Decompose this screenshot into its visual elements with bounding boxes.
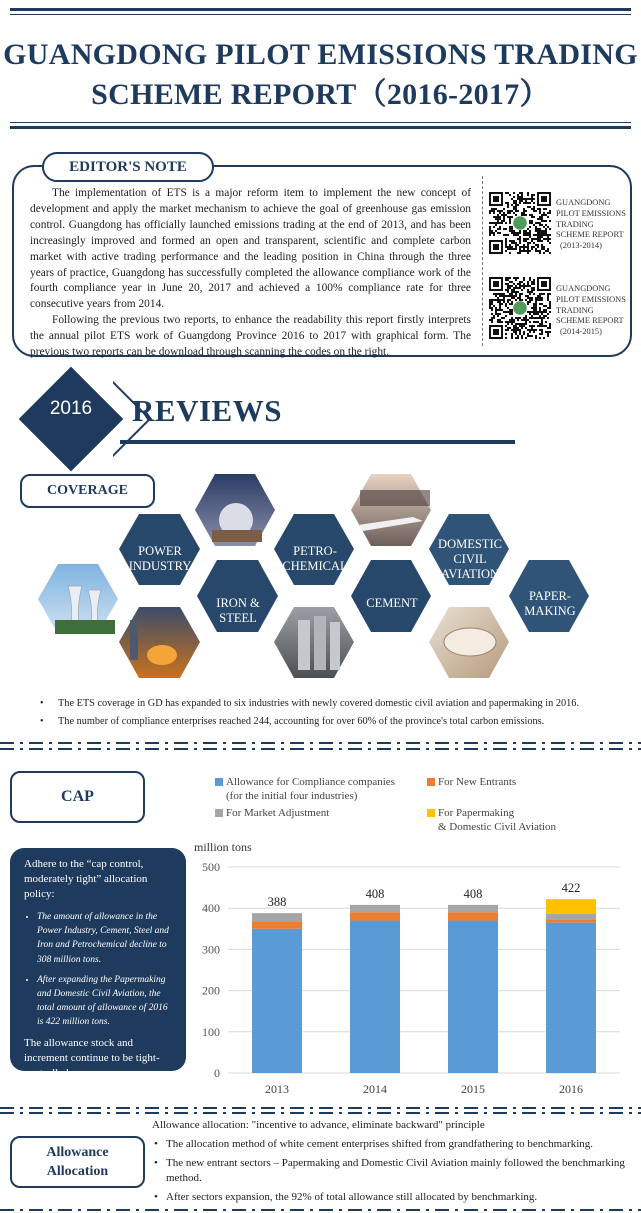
hex-label-line: CHEMICAL (282, 559, 348, 573)
qr-caption-line: SCHEME REPORT (556, 316, 624, 326)
legend-swatch-papermaking (427, 809, 435, 817)
hex-label-iron-steel (197, 596, 279, 626)
y-tick-label: 500 (202, 860, 220, 874)
section-divider-1b (0, 748, 641, 750)
allocation-point-1: • The allocation method of white cement enterprises shifted from grandfathering to benchmarking. (152, 1137, 632, 1152)
bar-segment (546, 923, 596, 1073)
legend-compliance (226, 775, 395, 803)
bar-segment (252, 929, 302, 1073)
y-tick-label: 300 (202, 942, 220, 957)
allocation-label-line: Allocation (46, 1164, 109, 1179)
qr-caption-2014-2015 (556, 284, 630, 338)
legend-papermaking (438, 806, 556, 834)
hex-label-line: AVIATION (440, 567, 500, 581)
legend-new-entrants: For New Entrants (438, 776, 517, 788)
title-rule-thick (10, 126, 631, 129)
x-tick-label: 2016 (559, 1082, 583, 1096)
cap-policy-list (24, 910, 176, 1030)
bar-segment (252, 921, 302, 928)
chart-y-axis-unit: million tons (194, 840, 252, 854)
photo-power-plant (38, 564, 118, 634)
x-tick-label: 2013 (265, 1082, 289, 1096)
bar-segment (252, 913, 302, 921)
cap-policy-point-2: • After expanding the Papermaking and Domestic Civil Aviation, the total amount of allowance of 2016 is 422 million tons. (37, 973, 176, 1030)
photo-steel-mill (119, 607, 200, 678)
section-divider-2b (0, 1112, 641, 1114)
qr-code-2014-2015[interactable] (489, 277, 551, 339)
x-tick-label: 2014 (363, 1082, 387, 1096)
bar-segment (448, 912, 498, 920)
photo-paper-roll (429, 607, 509, 678)
editors-note-paragraph-2: Following the previous two reports, to enhance the readability this report firstly interprets the annual pilot ETS work of Guangdong Province 2016 to 2017 with graphical form. The previous two reports can be download through scanning the codes on the right. (30, 314, 471, 359)
hex-label-cement (351, 596, 433, 611)
x-tick-label: 2015 (461, 1082, 485, 1096)
hex-label-line: DOMESTIC (438, 537, 502, 551)
section-divider-2a (0, 1107, 641, 1109)
legend-swatch-compliance (215, 778, 223, 786)
hex-label-line: MAKING (524, 604, 576, 618)
reviews-heading: REVIEWS (132, 393, 282, 428)
allocation-label (10, 1136, 145, 1188)
y-tick-label: 400 (202, 901, 220, 916)
coverage-bullet-1: The ETS coverage in GD has expanded to six industries with newly covered domestic civil aviation and papermaking in 2016. (58, 698, 580, 709)
photo-lng-tanks (195, 474, 275, 546)
editors-note-paragraph-1: The implementation of ETS is a major reform item to implement the new concept of development and apply the market mechanism to achieve the goal of greenhouse gas emission control. Guangdong has officially launched emissions trading at the end of 2013, and has been increasingly improved and formed an open and transparent, scientific and complete carbon market with active trading performance and the leading position in China through the three years of practice, Guangdong has successfully completed the allowance compliance work of the fourth compliance year in June 20, 2017 and achieved a 100% compliance rate for three consecutive years from 2014. (30, 187, 471, 311)
qr-caption-line: SCHEME REPORT (556, 230, 624, 240)
report-title-line2: SCHEME REPORT（2016-2017） (91, 78, 550, 111)
photo-cement-silos (274, 607, 354, 678)
bar-total-label: 422 (561, 881, 581, 896)
allocation-principle: Allowance allocation: "incentive to advance, eliminate backward" principle (152, 1119, 485, 1131)
hex-label-papermaking (509, 589, 591, 619)
qr-caption-line: GUANGDONG (556, 284, 611, 293)
hex-label-line: POWER (138, 544, 182, 558)
bar-total-label: 388 (267, 895, 287, 910)
y-tick-label: 0 (214, 1066, 220, 1080)
cap-policy-box (10, 848, 186, 1079)
photo-airport (351, 474, 431, 546)
allocation-point-3: • After sectors expansion, the 92% of total allowance still allocated by benchmarking. (152, 1190, 632, 1205)
qr-caption-line: (2014-2015) (560, 327, 602, 337)
top-rule-thick (10, 8, 631, 11)
qr-code-2013-2014[interactable] (489, 192, 551, 254)
cap-policy-tail: The allowance stock and increment continue to be tight-controlled. (24, 1036, 160, 1079)
hex-label-line: IRON & STEEL (216, 596, 260, 625)
hex-label-power-industry (119, 544, 201, 574)
coverage-label: COVERAGE (20, 474, 155, 508)
bullet-dot: • (40, 698, 44, 709)
bar-segment (546, 919, 596, 922)
bar-total-label: 408 (365, 886, 385, 901)
legend-text: Allowance for Compliance companies (226, 776, 395, 788)
qr-caption-line: TRADING (556, 305, 594, 315)
allocation-text (152, 1118, 632, 1205)
hex-label-line: PETRO- (293, 544, 337, 558)
bullet-dot: • (40, 716, 44, 727)
bar-segment (350, 905, 400, 912)
hex-label-line: INDUSTRY (128, 559, 192, 573)
title-rule-thin (10, 122, 631, 123)
bar-segment (546, 914, 596, 919)
hex-label-line: PAPER- (529, 589, 571, 603)
qr-caption-2013-2014 (556, 198, 630, 252)
editors-note-divider (482, 176, 483, 346)
cap-policy-point-1: • The amount of allowance in the Power Industry, Cement, Steel and Iron and Petrochemical decline to 308 million tons. (37, 910, 176, 967)
cap-policy-lead: Adhere to the “cap control, moderately tight” allocation policy: (24, 858, 148, 900)
bar-segment (350, 912, 400, 920)
section-divider-3 (0, 1209, 641, 1211)
hex-label-line: CEMENT (366, 596, 418, 610)
y-tick-label: 100 (202, 1024, 220, 1039)
bar-segment (448, 921, 498, 1073)
y-tick-label: 200 (202, 983, 220, 998)
section-divider-1a (0, 742, 641, 744)
bar-segment (546, 899, 596, 914)
hex-label-petrochemical (274, 544, 356, 574)
hex-label-civil-aviation (429, 537, 511, 582)
report-title-line1: GUANGDONG PILOT EMISSIONS TRADING (3, 38, 638, 71)
legend-swatch-new-entrants (427, 778, 435, 786)
year-badge: 2016 (49, 398, 93, 419)
cap-label: CAP (10, 771, 145, 823)
qr-caption-line: (2013-2014) (560, 241, 602, 251)
qr-caption-line: GUANGDONG (556, 198, 611, 207)
allocation-label-line: Allowance (46, 1145, 109, 1160)
bar-segment (448, 905, 498, 912)
cap-bar-chart (190, 855, 630, 1100)
top-rule-thin (10, 14, 631, 15)
legend-market-adjustment: For Market Adjustment (226, 807, 330, 819)
legend-swatch-market-adjustment (215, 809, 223, 817)
qr-caption-line: PILOT EMISSIONS (556, 294, 626, 304)
coverage-bullet-2: The number of compliance enterprises reached 244, accounting for over 60% of the province's total carbon emissions. (58, 716, 545, 727)
legend-text: (for the initial four industries) (226, 790, 358, 802)
editors-note-label: EDITOR'S NOTE (42, 152, 214, 182)
hex-label-line: CIVIL (453, 552, 487, 566)
legend-text: For Papermaking (438, 807, 515, 819)
reviews-underline (120, 440, 515, 444)
legend-text: & Domestic Civil Aviation (438, 821, 557, 833)
bar-segment (350, 921, 400, 1073)
qr-caption-line: PILOT EMISSIONS (556, 208, 626, 218)
allocation-point-2: • The new entrant sectors – Papermaking and Domestic Civil Aviation mainly followed the benchmarking method. (152, 1156, 632, 1186)
qr-caption-line: TRADING (556, 219, 594, 229)
editors-note-text (30, 186, 471, 361)
bar-total-label: 408 (463, 886, 483, 901)
coverage-hexagon-graphic (0, 470, 641, 695)
